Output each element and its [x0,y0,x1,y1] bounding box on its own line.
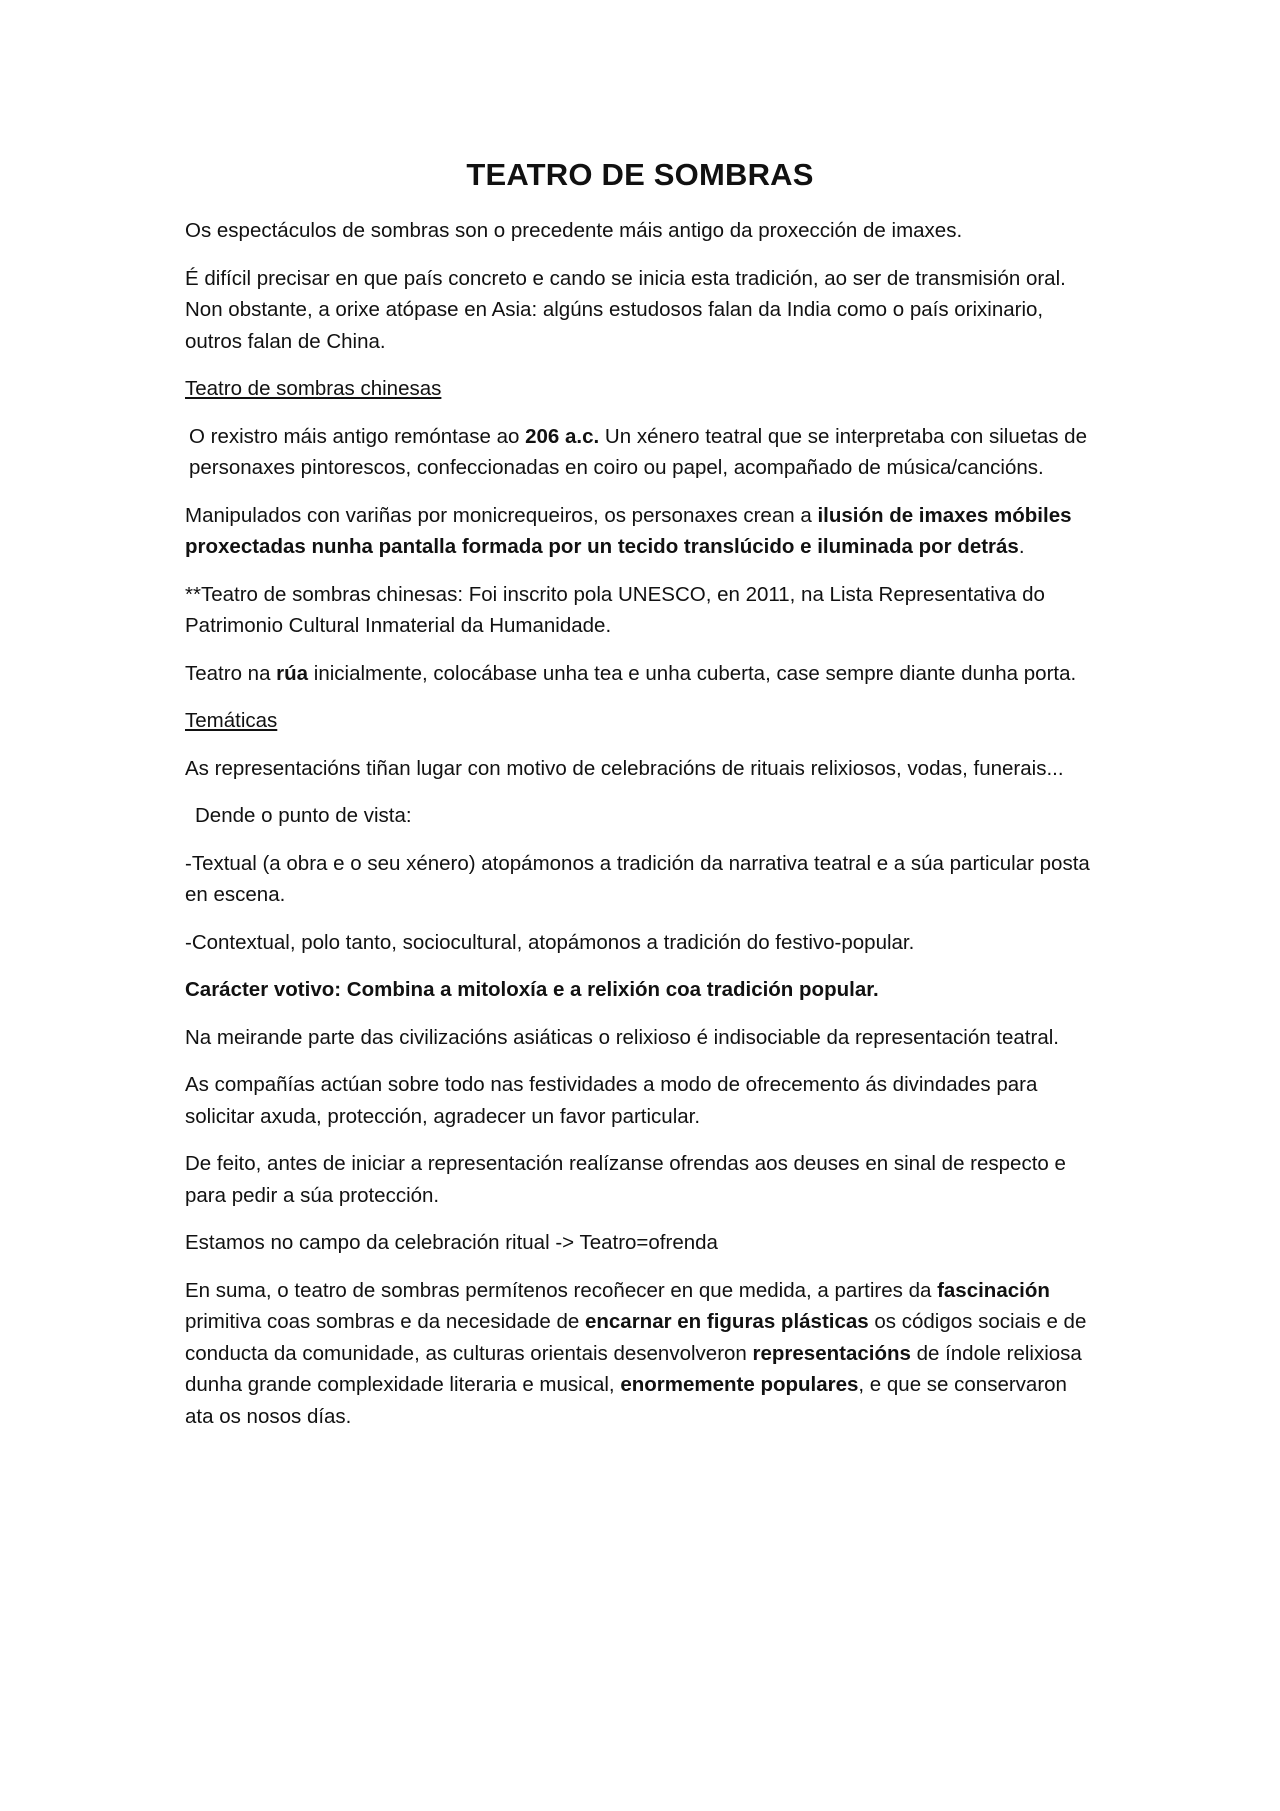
paragraph-street-theatre [185,658,1095,690]
text-span: Un xénero teatral que se interpretaba con siluetas de personaxes pintorescos, confeccionadas en coiro ou papel, acompañado de música/cancións. [189,424,1087,480]
text-span: inicialmente, colocábase unha tea e unha cuberta, case sempre diante dunha porta. [308,661,1077,685]
paragraph-contextual: -Contextual, polo tanto, sociocultural, atopámonos a tradición do festivo-popular. [185,930,915,954]
text-span: O rexistro máis antigo remóntase ao [189,424,526,448]
paragraph-unesco: **Teatro de sombras chinesas: Foi inscrito pola UNESCO, en 2011, na Lista Representativa do Patrimonio Cultural Inmaterial da Humanidade. [185,582,1045,638]
paragraph-ritual: Estamos no campo da celebración ritual -> Teatro=ofrenda [185,1231,718,1255]
text-span: , e que se conservaron ata os nosos días. [185,1373,1067,1428]
text-span: os códigos sociais e de conducta da comunidade, as culturas orientais desenvolveron [185,1310,1087,1365]
section-heading-themes: Temáticas [185,709,278,733]
bold-span: representacións [752,1341,911,1365]
bold-span: encarnar en figuras plásticas [584,1310,869,1334]
bold-span: ilusión de imaxes móbiles proxectadas nunha pantalla formada por un tecido translúcido e iluminada por detrás [185,503,1072,559]
bold-span: 206 a.c. [525,424,600,448]
text-span: primitiva coas sombras e da necesidade de [185,1310,585,1334]
text-span: Manipulados con variñas por monicrequeiros, os personaxes crean a [185,503,818,527]
paragraph-votive [185,974,1095,1006]
paragraph-oldest-record [185,421,1095,484]
bold-span: Carácter votivo: Combina a mitoloxía e a relixión coa tradición popular. [185,978,879,1002]
paragraph-conclusion [185,1275,1095,1433]
paragraph-asian-civilizations: Na meirande parte das civilizacións asiáticas o relixioso é indisociable da representación teatral. [185,1025,1059,1049]
page-title: TEATRO DE SOMBRAS [466,157,814,192]
text-span: de índole relixiosa dunha grande complexidade literaria e musical, [185,1341,1082,1397]
paragraph-companies: As compañías actúan sobre todo nas festividades a modo de ofrecemento ás divindades para solicitar axuda, protección, agradecer un favor particular. [185,1073,1038,1128]
paragraph-manipulation [185,500,1095,563]
paragraph-intro: Os espectáculos de sombras son o precedente máis antigo da proxección de imaxes. [185,219,963,243]
paragraph-point-of-view: Dende o punto de vista: [195,804,412,828]
text-span: En suma, o teatro de sombras permítenos recoñecer en que medida, a partires da [185,1278,938,1302]
text-span: . [1018,535,1025,559]
document-body [185,155,1095,1448]
bold-span: fascinación [937,1278,1050,1302]
section-heading-chinese-shadows: Teatro de sombras chinesas [185,377,442,401]
paragraph-textual: -Textual (a obra e o seu xénero) atopámonos a tradición da narrativa teatral e a súa particular posta en escena. [185,851,1090,907]
bold-span: rúa [276,661,309,685]
paragraph-origin: É difícil precisar en que país concreto e cando se inicia esta tradición, ao ser de transmisión oral. Non obstante, a orixe atópase en Asia: algúns estudosos falan da India como o país orixinario, outros falan de China. [185,266,1066,353]
text-span: Teatro na [185,661,277,685]
paragraph-representations: As representacións tiñan lugar con motivo de celebracións de rituais relixiosos, vodas, funerais... [185,756,1064,780]
bold-span: enormemente populares [620,1373,859,1397]
paragraph-offerings: De feito, antes de iniciar a representación realízanse ofrendas aos deuses en sinal de respecto e para pedir a súa protección. [185,1152,1066,1207]
